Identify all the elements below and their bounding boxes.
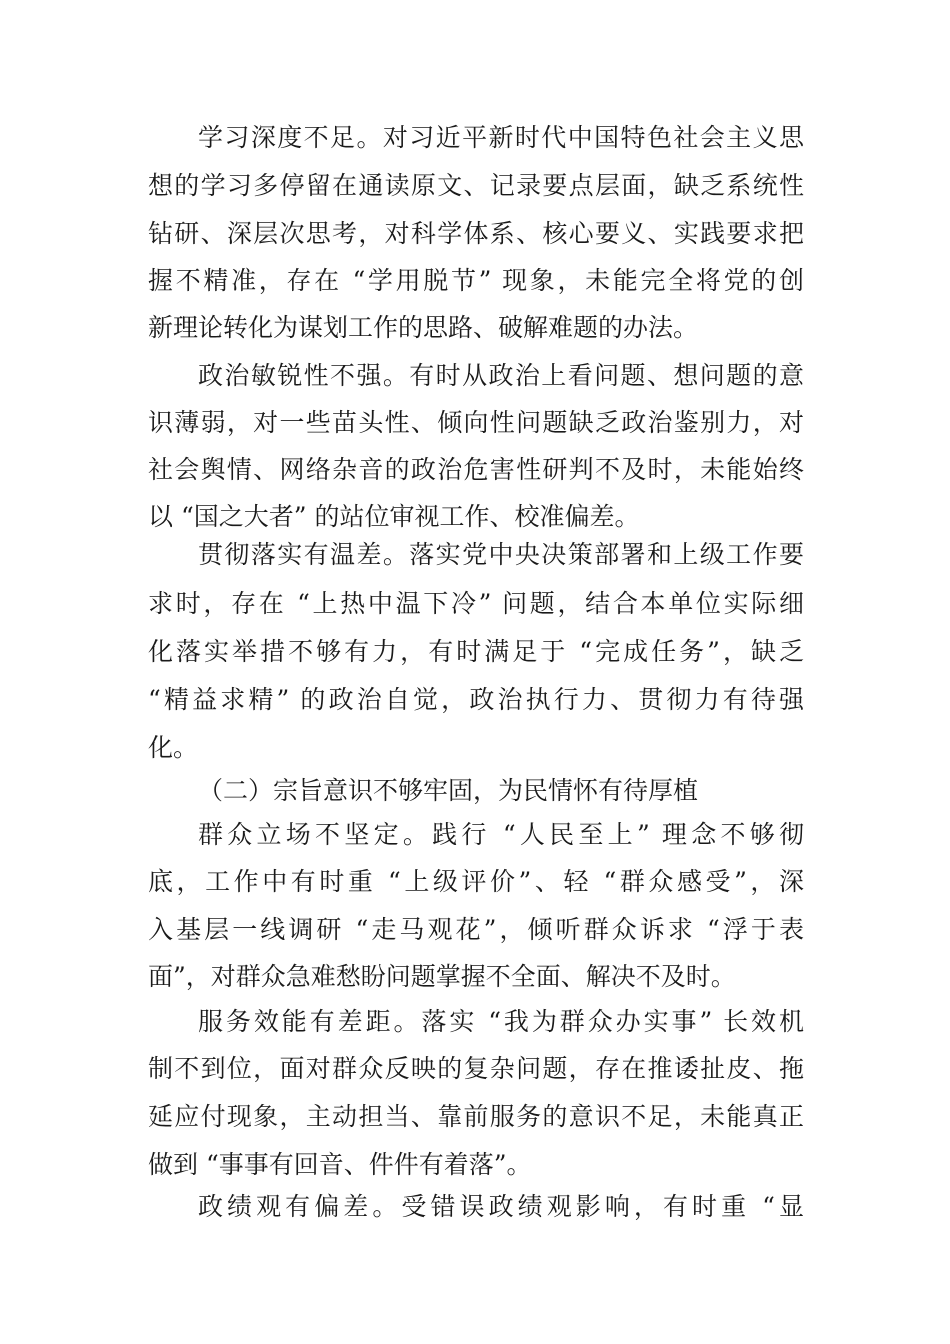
- paragraph-line: 化。: [148, 733, 199, 762]
- section-heading: （二）宗旨意识不够牢固，为民情怀有待厚植: [198, 776, 699, 805]
- paragraph-line: “精益求精” 的政治自觉，政治执行力、贯彻力有待强: [148, 685, 804, 714]
- paragraph-line: 求时，存在 “上热中温下冷” 问题，结合本单位实际细: [148, 589, 804, 618]
- paragraph-line: 制不到位，面对群众反映的复杂问题，存在推诿扯皮、拖: [148, 1054, 804, 1083]
- paragraph-line: 政绩观有偏差。受错误政绩观影响，有时重 “显: [198, 1192, 804, 1221]
- paragraph-line: 想的学习多停留在通读原文、记录要点层面，缺乏系统性: [148, 171, 804, 200]
- paragraph-line: 底，工作中有时重 “上级评价”、轻 “群众感受”，深: [148, 867, 804, 896]
- paragraph-line: 握不精准，存在 “学用脱节” 现象，未能完全将党的创: [148, 266, 804, 295]
- paragraph-line: 社会舆情、网络杂音的政治危害性研判不及时，未能始终: [148, 455, 804, 484]
- paragraph-line: 群众立场不坚定。践行 “人民至上” 理念不够彻: [198, 820, 804, 849]
- paragraph-line: 识薄弱，对一些苗头性、倾向性问题缺乏政治鉴别力，对: [148, 408, 804, 437]
- paragraph-line: 入基层一线调研 “走马观花”，倾听群众诉求 “浮于表: [148, 915, 804, 944]
- paragraph-line: 以 “国之大者” 的站位审视工作、校准偏差。: [148, 502, 640, 531]
- paragraph-line: 新理论转化为谋划工作的思路、破解难题的办法。: [148, 313, 699, 342]
- paragraph-line: 政治敏锐性不强。有时从政治上看问题、想问题的意: [198, 361, 804, 390]
- paragraph-line: 化落实举措不够有力，有时满足于 “完成任务”，缺乏: [148, 637, 804, 666]
- paragraph-line: 钻研、深层次思考，对科学体系、核心要义、实践要求把: [148, 219, 804, 248]
- paragraph-line: 面”，对群众急难愁盼问题掌握不全面、解决不及时。: [148, 962, 736, 991]
- paragraph-line: 学习深度不足。对习近平新时代中国特色社会主义思: [198, 123, 804, 152]
- paragraph-line: 服务效能有差距。落实 “我为群众办实事” 长效机: [198, 1007, 804, 1036]
- paragraph-line: 贯彻落实有温差。落实党中央决策部署和上级工作要: [198, 540, 804, 569]
- paragraph-line: 延应付现象，主动担当、靠前服务的意识不足，未能真正: [148, 1102, 804, 1131]
- paragraph-line: 做到 “事事有回音、件件有着落”。: [148, 1150, 532, 1179]
